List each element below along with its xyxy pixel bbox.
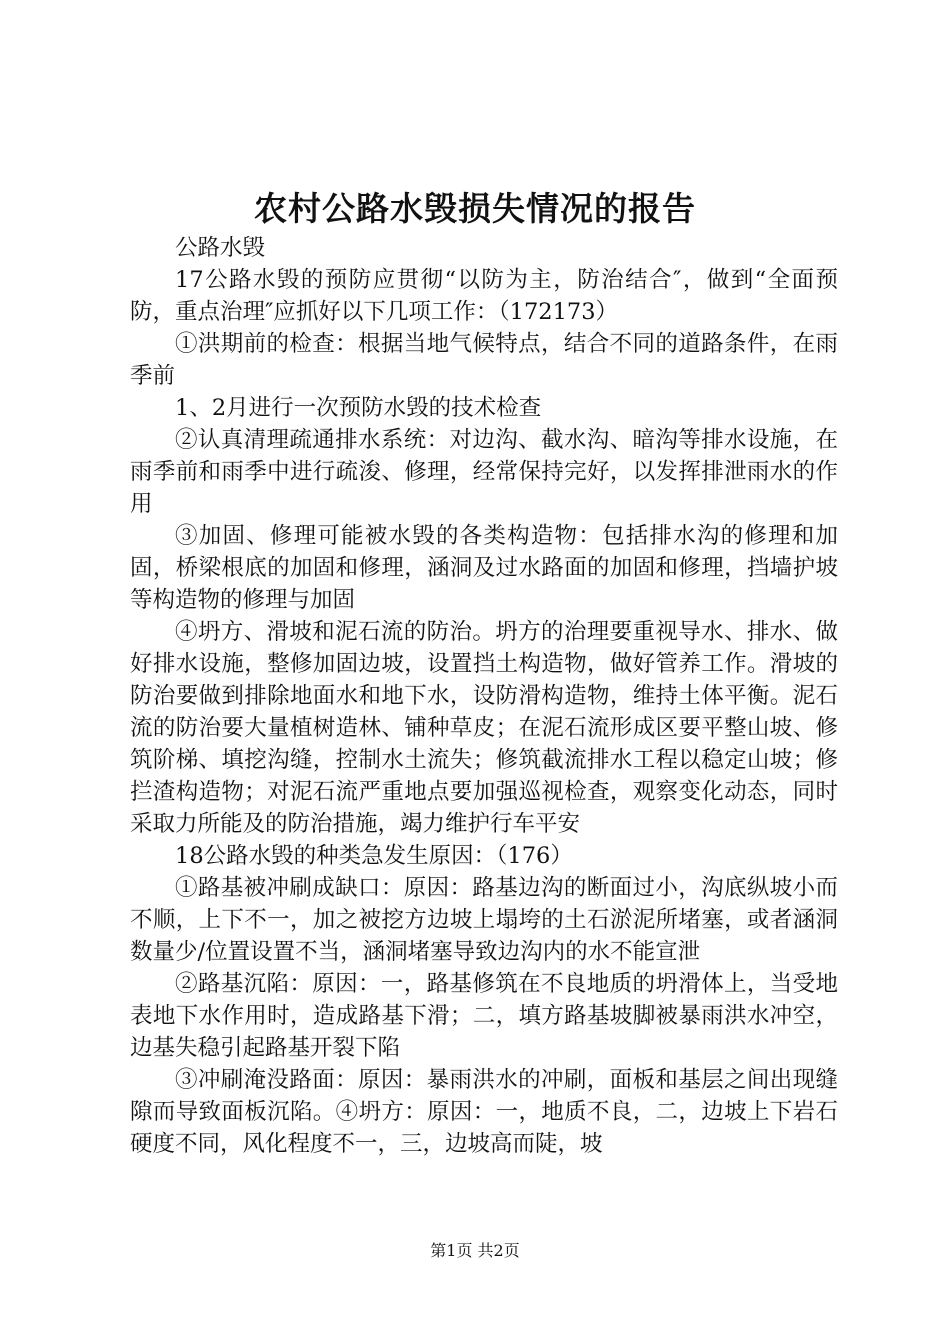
paragraph: ②认真清理疏通排水系统：对边沟、截水沟、暗沟等排水设施，在雨季前和雨季中进行疏浚、修理，经常保持完好，以发挥排泄雨水的作用 <box>130 427 838 517</box>
paragraph: 1、2月进行一次预防水毁的技术检查 <box>175 395 542 421</box>
paragraph: ①路基被冲刷成缺口：原因：路基边沟的断面过小，沟底纵坡小而不顺，上下不一，加之被挖方边坡上塌垮的土石淤泥所堵塞，或者涵洞数量少/位置设置不当，涵洞堵塞导致边沟内的水不能宣泄 <box>130 875 838 965</box>
paragraph: ①洪期前的检查：根据当地气候特点，结合不同的道路条件，在雨季前 <box>130 331 838 389</box>
document-body <box>130 232 838 1160</box>
page-number-footer: 第1页 共2页 <box>430 1241 520 1260</box>
paragraph: ②路基沉陷：原因：一，路基修筑在不良地质的坍滑体上，当受地表地下水作用时，造成路基下滑；二，填方路基坡脚被暴雨洪水冲空，边基失稳引起路基开裂下陷 <box>130 971 838 1061</box>
paragraph: 17公路水毁的预防应贯彻“以防为主，防治结合″，做到“全面预防，重点治理″应抓好以下几项工作：（172173） <box>130 267 838 325</box>
paragraph: ④坍方、滑坡和泥石流的防治。坍方的治理要重视导水、排水、做好排水设施，整修加固边坡，设置挡土构造物，做好管养工作。滑坡的防治要做到排除地面水和地下水，设防滑构造物，维持土体平衡。泥石流的防治要大量植树造林、铺种草皮；在泥石流形成区要平整山坡、修筑阶梯、填挖沟缝，控制水土流失；修筑截流排水工程以稳定山坡；修拦渣构造物；对泥石流严重地点要加强巡视检查，观察变化动态，同时采取力所能及的防治措施，竭力维护行车平安 <box>130 619 838 837</box>
document-title: 农村公路水毁损失情况的报告 <box>254 189 696 228</box>
paragraph: ③加固、修理可能被水毁的各类构造物：包括排水沟的修理和加固，桥梁根底的加固和修理，涵洞及过水路面的加固和修理，挡墙护坡等构造物的修理与加固 <box>130 523 838 613</box>
paragraph: 公路水毁 <box>175 235 266 261</box>
paragraph: 18公路水毁的种类急发生原因：（176） <box>175 843 573 869</box>
paragraph: ③冲刷淹没路面：原因：暴雨洪水的冲刷，面板和基层之间出现缝隙而导致面板沉陷。④坍方：原因：一，地质不良，二，边坡上下岩石硬度不同，风化程度不一，三，边坡高而陡，坡 <box>130 1067 838 1157</box>
